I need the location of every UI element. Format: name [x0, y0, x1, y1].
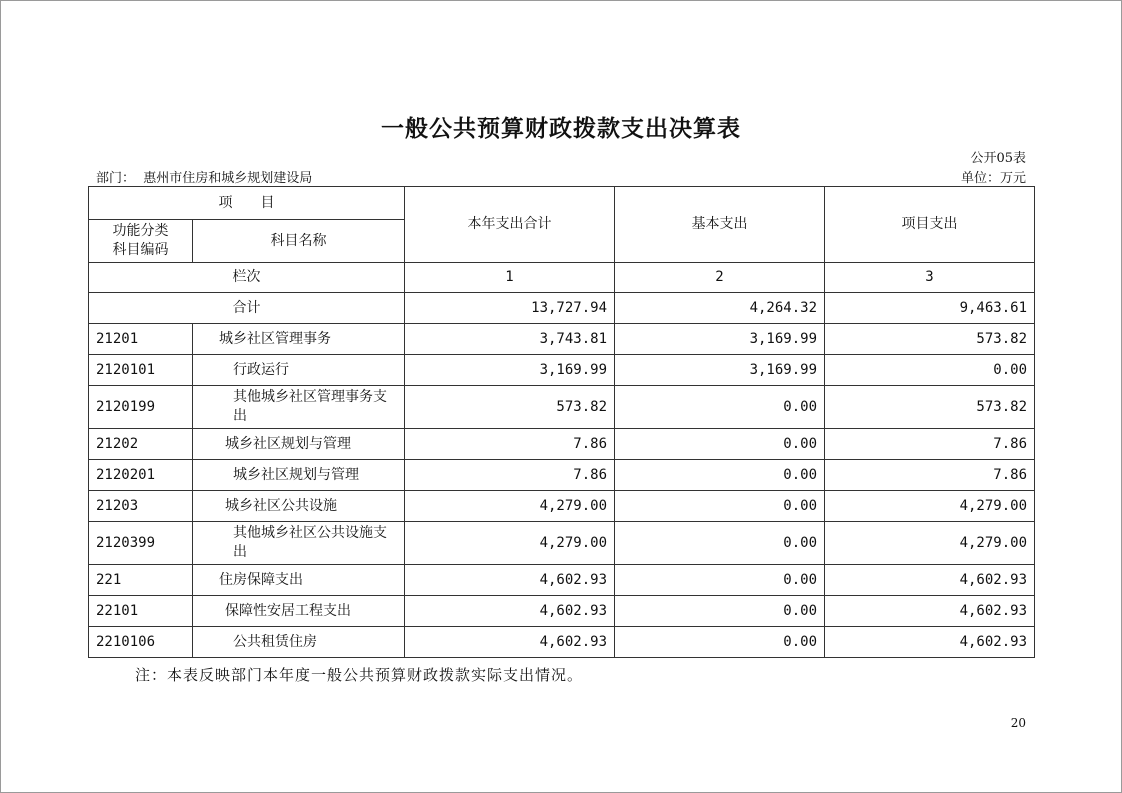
row-code: 2120101 — [89, 355, 193, 386]
row-name: 住房保障支出 — [193, 565, 405, 596]
header-name: 科目名称 — [193, 220, 405, 263]
department-label: 部门： — [96, 171, 136, 186]
row-code: 2120399 — [89, 522, 193, 565]
row-code: 21202 — [89, 429, 193, 460]
header-item: 项 目 — [89, 187, 405, 220]
column-2: 2 — [615, 263, 825, 293]
row-code: 2120199 — [89, 386, 193, 429]
row-name: 城乡社区规划与管理 — [193, 460, 405, 491]
row-basic: 0.00 — [615, 596, 825, 627]
row-name: 保障性安居工程支出 — [193, 596, 405, 627]
row-name: 城乡社区规划与管理 — [193, 429, 405, 460]
row-project: 573.82 — [825, 386, 1035, 429]
row-code: 22101 — [89, 596, 193, 627]
row-basic: 3,169.99 — [615, 355, 825, 386]
sum-total: 13,727.94 — [405, 293, 615, 324]
column-3: 3 — [825, 263, 1035, 293]
row-total: 573.82 — [405, 386, 615, 429]
row-name: 城乡社区公共设施 — [193, 491, 405, 522]
row-code: 21203 — [89, 491, 193, 522]
header-code-text: 功能分类 科目编码 — [112, 223, 169, 258]
row-project: 573.82 — [825, 324, 1035, 355]
row-name: 其他城乡社区公共设施支出 — [193, 522, 405, 565]
row-project: 4,602.93 — [825, 565, 1035, 596]
row-project: 7.86 — [825, 429, 1035, 460]
row-total: 7.86 — [405, 429, 615, 460]
header-basic: 基本支出 — [615, 187, 825, 263]
sum-project: 9,463.61 — [825, 293, 1035, 324]
row-name: 其他城乡社区管理事务支出 — [193, 386, 405, 429]
column-1: 1 — [405, 263, 615, 293]
row-basic: 0.00 — [615, 429, 825, 460]
row-name: 城乡社区管理事务 — [193, 324, 405, 355]
row-total: 7.86 — [405, 460, 615, 491]
column-number-row — [89, 263, 1035, 293]
row-project: 4,279.00 — [825, 522, 1035, 565]
table-row — [89, 565, 1035, 596]
row-project: 0.00 — [825, 355, 1035, 386]
department-line — [96, 167, 312, 186]
row-basic: 3,169.99 — [615, 324, 825, 355]
row-name: 行政运行 — [193, 355, 405, 386]
table-row — [89, 386, 1035, 429]
row-basic: 0.00 — [615, 491, 825, 522]
header-row-item — [89, 187, 1035, 220]
table-row — [89, 355, 1035, 386]
sum-label: 合计 — [89, 293, 405, 324]
page-number: 20 — [1010, 716, 1026, 730]
document-title: 一般公共预算财政拨款支出决算表 — [381, 115, 741, 142]
header-project: 项目支出 — [825, 187, 1035, 263]
table-row — [89, 596, 1035, 627]
unit-label: 单位：万元 — [960, 171, 1026, 186]
table-row — [89, 522, 1035, 565]
row-project: 4,602.93 — [825, 596, 1035, 627]
table-row — [89, 460, 1035, 491]
row-code: 2120201 — [89, 460, 193, 491]
column-label: 栏次 — [89, 263, 405, 293]
row-code: 21201 — [89, 324, 193, 355]
table-row — [89, 429, 1035, 460]
row-basic: 0.00 — [615, 627, 825, 658]
table-note: 注：本表反映部门本年度一般公共预算财政拨款实际支出情况。 — [135, 666, 584, 684]
row-name: 公共租赁住房 — [193, 627, 405, 658]
row-code: 221 — [89, 565, 193, 596]
row-basic: 0.00 — [615, 522, 825, 565]
table-row — [89, 324, 1035, 355]
row-total: 4,602.93 — [405, 627, 615, 658]
expenditure-table — [88, 186, 1035, 658]
row-total: 4,602.93 — [405, 596, 615, 627]
row-total: 3,743.81 — [405, 324, 615, 355]
row-total: 4,279.00 — [405, 522, 615, 565]
sum-row — [89, 293, 1035, 324]
row-basic: 0.00 — [615, 565, 825, 596]
header-total: 本年支出合计 — [405, 187, 615, 263]
table-row — [89, 627, 1035, 658]
row-total: 3,169.99 — [405, 355, 615, 386]
sum-basic: 4,264.32 — [615, 293, 825, 324]
department-name: 惠州市住房和城乡规划建设局 — [143, 171, 313, 186]
row-code: 2210106 — [89, 627, 193, 658]
form-number: 公开05表 — [970, 151, 1026, 166]
row-basic: 0.00 — [615, 386, 825, 429]
table-row — [89, 491, 1035, 522]
row-project: 4,279.00 — [825, 491, 1035, 522]
row-total: 4,279.00 — [405, 491, 615, 522]
header-code — [89, 220, 193, 263]
row-basic: 0.00 — [615, 460, 825, 491]
row-project: 4,602.93 — [825, 627, 1035, 658]
row-total: 4,602.93 — [405, 565, 615, 596]
row-project: 7.86 — [825, 460, 1035, 491]
